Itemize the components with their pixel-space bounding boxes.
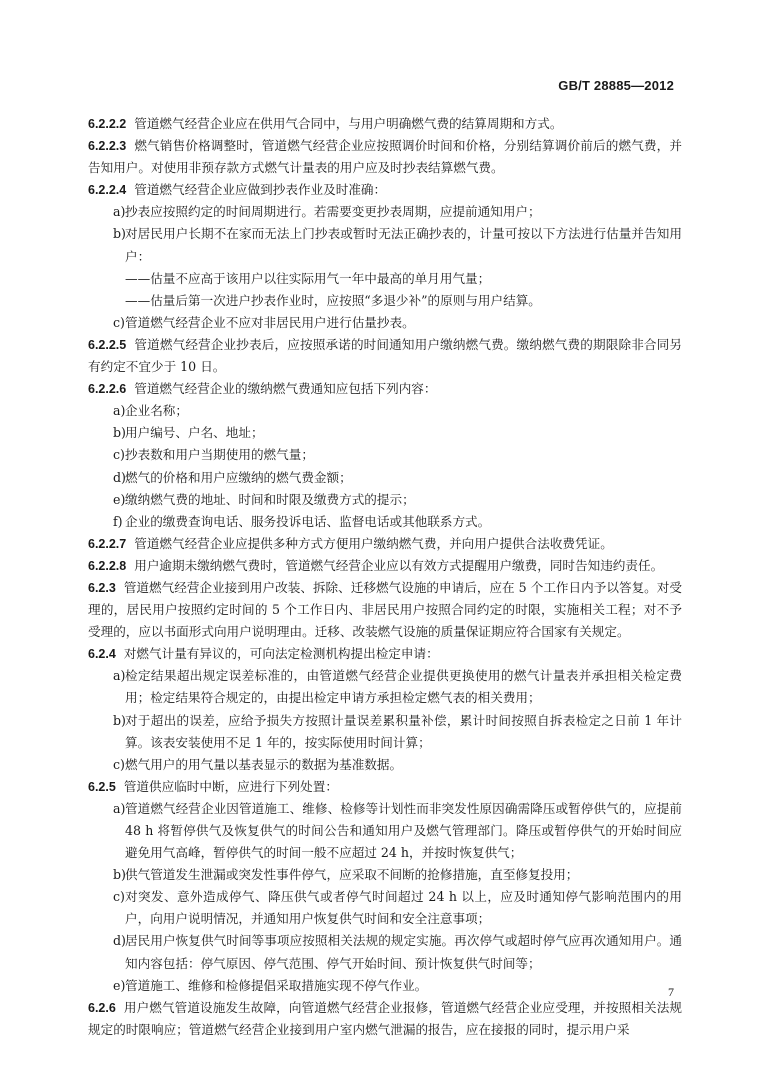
- list-item-marker: a): [113, 800, 126, 816]
- list-item-text: 用户编号、户名、地址；: [125, 425, 264, 441]
- list-item-marker: e): [113, 977, 126, 993]
- list-item-marker: b): [113, 712, 126, 728]
- clause-paragraph: [88, 577, 682, 643]
- clause-number: 6.2.3: [88, 580, 116, 595]
- list-item-marker: c): [113, 756, 125, 772]
- clause-paragraph: [88, 643, 682, 665]
- list-item-text: 管道施工、维修和检修提倡采取措施实现不停气作业。: [125, 977, 428, 993]
- clause-paragraph: [88, 378, 682, 400]
- list-item: [88, 223, 682, 267]
- clause-number: 6.2.2.8: [88, 558, 127, 573]
- list-item-marker: d): [113, 933, 126, 949]
- clause-text: 管道燃气经营企业应做到抄表作业及时准确：: [134, 182, 387, 198]
- clause-paragraph: [88, 776, 682, 798]
- clause-text: 燃气销售价格调整时，管道燃气经营企业应按照调价时间和价格，分别结算调价前后的燃气费，并告知用户。对使用非预存款方式燃气计量表的用户应及时抄表结算燃气费。: [88, 138, 682, 176]
- list-item-text: 抄表数和用户当期使用的燃气量；: [125, 447, 314, 463]
- list-item-text: 燃气用户的用气量以基表显示的数据为基准数据。: [125, 756, 403, 772]
- list-item-marker: c): [113, 314, 125, 330]
- clause-paragraph: [88, 179, 682, 201]
- list-item-text: 对居民用户长期不在家而无法上门抄表或暂时无法正确抄表的，计量可按以下方法进行估量并告知用户：: [125, 226, 682, 264]
- clause-paragraph: [88, 113, 682, 135]
- list-item-marker: a): [113, 668, 126, 684]
- list-item: [88, 489, 682, 511]
- list-item-marker: c): [113, 447, 125, 463]
- list-item-text: 燃气的价格和用户应缴纳的燃气费金额；: [125, 469, 352, 485]
- clause-text: 用户逾期未缴纳燃气费时，管道燃气经营企业应以有效方式提醒用户缴费，同时告知违约责任。: [134, 557, 664, 573]
- list-item: [88, 754, 682, 776]
- list-item-marker: e): [113, 491, 126, 507]
- list-item-marker: d): [113, 469, 126, 485]
- dash-item: ——估量后第一次进户抄表作业时，应按照“多退少补”的原则与用户结算。: [125, 292, 541, 308]
- list-item: [88, 400, 682, 422]
- list-item-text: 管道燃气经营企业不应对非居民用户进行估量抄表。: [125, 314, 415, 330]
- clause-number: 6.2.4: [88, 647, 116, 662]
- list-item: [88, 422, 682, 444]
- clause-text: 对燃气计量有异议的，可向法定检测机构提出检定申请：: [123, 646, 439, 662]
- clause-number: 6.2.2.5: [88, 337, 127, 352]
- list-item: [88, 864, 682, 886]
- page-number: 7: [668, 985, 674, 999]
- clause-text: 管道燃气经营企业的缴纳燃气费通知应包括下列内容：: [134, 381, 437, 397]
- list-item-marker: b): [113, 226, 126, 242]
- list-item: [88, 886, 682, 930]
- list-item-text: 对于超出的误差，应给予损失方按照计量误差累积量补偿，累计时间按照自拆表检定之日前 1 年计算。该表安装使用不足 1 年的，按实际使用时间计算；: [125, 712, 682, 750]
- list-item: [88, 798, 682, 864]
- clause-paragraph: [88, 334, 682, 378]
- list-item: [88, 444, 682, 466]
- clause-text: 管道燃气经营企业抄表后，应按照承诺的时间通知用户缴纳燃气费。缴纳燃气费的期限除非合同另有约定不宜少于 10 日。: [88, 336, 682, 375]
- list-item-marker: b): [113, 867, 126, 883]
- list-item-marker: a): [113, 403, 126, 419]
- clause-paragraph: [88, 555, 682, 577]
- clause-number: 6.2.2.2: [88, 117, 127, 131]
- clause-number: 6.2.2.6: [88, 382, 127, 397]
- list-item: [88, 710, 682, 754]
- list-item-marker: f): [113, 513, 123, 529]
- clause-text: 管道燃气经营企业应在供用气合同中，与用户明确燃气费的结算周期和方式。: [134, 116, 563, 131]
- list-item-text: 抄表应按照约定的时间周期进行。若需要变更抄表周期，应提前通知用户；: [125, 204, 541, 220]
- list-item-marker: c): [113, 889, 125, 905]
- list-item: [88, 312, 682, 334]
- clause-text: 管道供应临时中断，应进行下列处置：: [123, 778, 338, 794]
- clause-text: 管道燃气经营企业应提供多种方式方便用户缴纳燃气费，并向用户提供合法收费凭证。: [134, 535, 613, 551]
- list-item-text: 检定结果超出规定误差标准的，由管道燃气经营企业提供更换使用的燃气计量表并承担相关检定费用；检定结果符合规定的，由提出检定申请方承担检定燃气表的相关费用；: [125, 668, 682, 706]
- clause-number: 6.2.6: [88, 1000, 116, 1015]
- list-item: [88, 467, 682, 489]
- clause-paragraph: [88, 533, 682, 555]
- clause-text: 管道燃气经营企业接到用户改装、拆除、迁移燃气设施的申请后，应在 5 个工作日内予以答复。对受理的，居民用户按照约定时间的 5 个工作日内、非居民用户按照合同约定的时限，实施相关工程；对不予受理的，应以书面形式向用户说明理由。迁移、改装燃气设施的质量保证期应符合国家有关规定。: [88, 579, 682, 640]
- list-item: [88, 665, 682, 709]
- clause-paragraph: [88, 997, 682, 1041]
- list-item-marker: a): [113, 204, 126, 220]
- list-item: [88, 511, 682, 533]
- list-item: [88, 975, 682, 997]
- list-item-text: 对突发、意外造成停气、降压供气或者停气时间超过 24 h 以上，应及时通知停气影响范围内的用户，向用户说明情况，并通知用户恢复供气时间和安全注意事项；: [125, 889, 682, 927]
- clause-number: 6.2.2.3: [88, 139, 127, 154]
- standard-code: GB/T 28885—2012: [558, 78, 674, 93]
- list-item: [88, 930, 682, 974]
- list-item-text: 供气管道发生泄漏或突发性事件停气，应采取不间断的抢修措施，直至修复投用；: [125, 867, 579, 883]
- clause-paragraph: [88, 135, 682, 179]
- clause-number: 6.2.2.7: [88, 536, 127, 551]
- dash-item: ——估量不应高于该用户以往实际用气一年中最高的单月用气量；: [125, 270, 491, 286]
- clause-number: 6.2.2.4: [88, 183, 127, 198]
- document-body: [88, 113, 682, 1041]
- clause-text: 用户燃气管道设施发生故障，向管道燃气经营企业报修，管道燃气经营企业应受理，并按照相关法规规定的时限响应；管道燃气经营企业接到用户室内燃气泄漏的报告，应在接报的同时，提示用户采: [88, 999, 682, 1037]
- list-item-text: 缴纳燃气费的地址、时间和时限及缴费方式的提示；: [125, 491, 415, 507]
- list-item-marker: b): [113, 425, 126, 441]
- list-item: [88, 201, 682, 223]
- list-item-text: 企业名称；: [125, 403, 188, 419]
- list-item-text: 管道燃气经营企业因管道施工、维修、检修等计划性而非突发性原因确需降压或暂停供气的，应提前 48 h 将暂停供气及恢复供气的时间公告和通知用户及燃气管理部门。降压或暂停供气的开始时间应避免用气高峰，暂停供气的时间一般不应超过 24 h，并按时恢复供气；: [125, 800, 682, 861]
- clause-number: 6.2.5: [88, 779, 116, 794]
- list-item-text: 居民用户恢复供气时间等事项应按照相关法规的规定实施。再次停气或超时停气应再次通知用户。通知内容包括：停气原因、停气范围、停气开始时间、预计恢复供气时间等；: [125, 933, 682, 971]
- list-item-text: 企业的缴费查询电话、服务投诉电话、监督电话或其他联系方式。: [125, 513, 491, 529]
